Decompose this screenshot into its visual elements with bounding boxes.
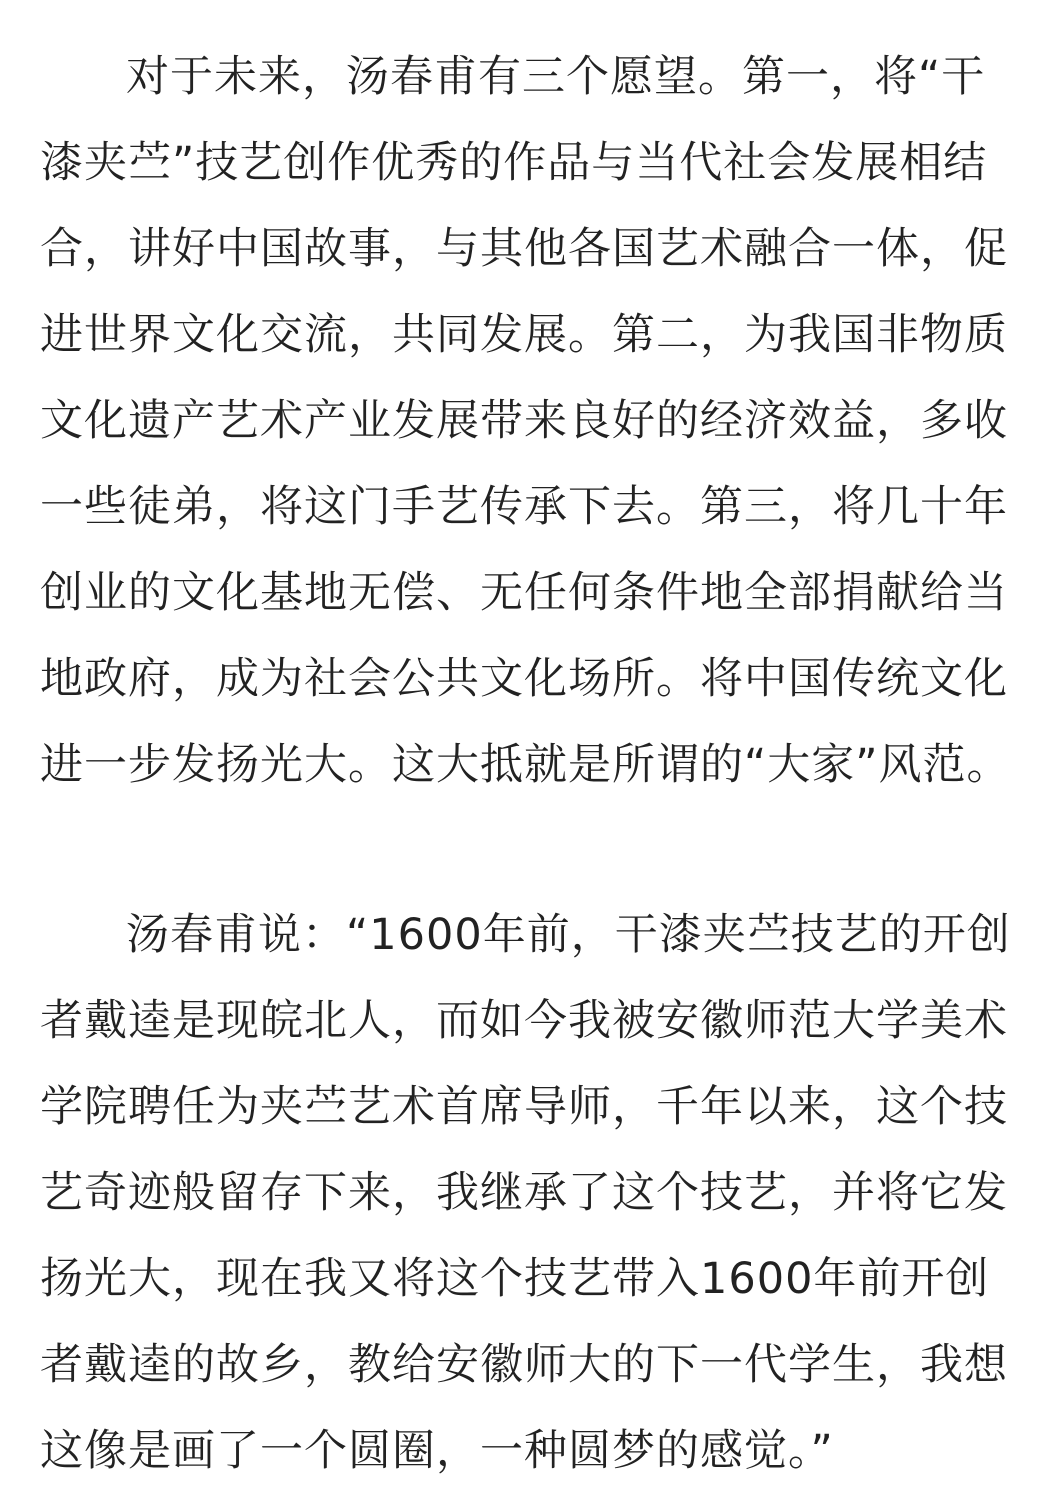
paragraph-line: 学院聘任为夹苎艺术首席导师，千年以来，这个技 bbox=[40, 1081, 1008, 1132]
paragraph-line: 漆夹苎”技艺创作优秀的作品与当代社会发展相结 bbox=[40, 137, 988, 188]
paragraph-line: 进世界文化交流，共同发展。第二，为我国非物质 bbox=[40, 309, 1008, 360]
paragraph-line: 对于未来，汤春甫有三个愿望。第一，将“干 bbox=[126, 51, 986, 102]
paragraph-wishes bbox=[40, 30, 1030, 804]
paragraph-spacer bbox=[40, 804, 1030, 888]
paragraph-line: 进一步发扬光大。这大抵就是所谓的“大家”风范。 bbox=[40, 739, 1011, 790]
article-body bbox=[40, 30, 1030, 1490]
paragraph-line: 者戴逵的故乡，教给安徽师大的下一代学生，我想 bbox=[40, 1339, 1008, 1390]
paragraph-quote bbox=[40, 888, 1030, 1490]
paragraph-line: 合，讲好中国故事，与其他各国艺术融合一体，促 bbox=[40, 223, 1008, 274]
paragraph-line: 艺奇迹般留存下来，我继承了这个技艺，并将它发 bbox=[40, 1167, 1008, 1218]
paragraph-line: 者戴逵是现皖北人，而如今我被安徽师范大学美术 bbox=[40, 995, 1008, 1046]
paragraph-line: 一些徒弟，将这门手艺传承下去。第三，将几十年 bbox=[40, 481, 1008, 532]
paragraph-line: 文化遗产艺术产业发展带来良好的经济效益，多收 bbox=[40, 395, 1008, 446]
paragraph-line: 汤春甫说：“1600年前，干漆夹苎技艺的开创 bbox=[126, 909, 1011, 960]
paragraph-line: 扬光大，现在我又将这个技艺带入1600年前开创 bbox=[40, 1253, 990, 1304]
paragraph-line: 这像是画了一个圆圈，一种圆梦的感觉。” bbox=[40, 1425, 834, 1476]
paragraph-line: 创业的文化基地无偿、无任何条件地全部捐献给当 bbox=[40, 567, 1008, 618]
paragraph-line: 地政府，成为社会公共文化场所。将中国传统文化 bbox=[40, 653, 1008, 704]
